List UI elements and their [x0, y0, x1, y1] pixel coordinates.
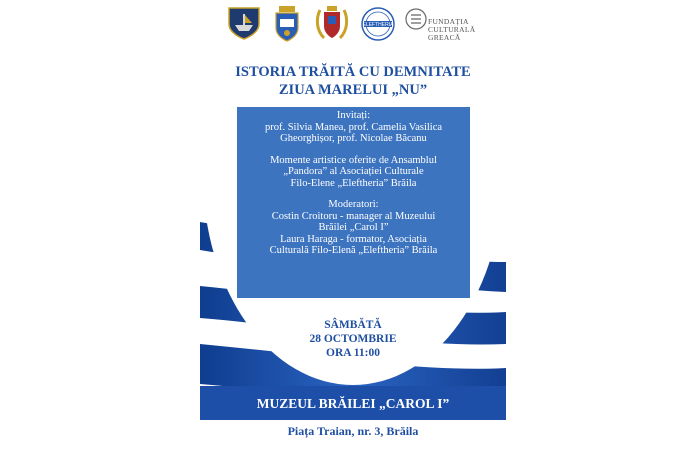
program-info-box [237, 107, 470, 298]
event-day: SÂMBĂTĂ [324, 319, 382, 331]
invited-line: prof. Silvia Manea, prof. Camelia Vasilica [264, 121, 443, 133]
ship-crest-icon [227, 6, 261, 40]
moderator-line: Laura Haraga - formator, Asociația [280, 233, 427, 245]
greek-foundation-name: FUNDAȚIA CULTURALĂ GREACĂ [428, 17, 476, 42]
moderator-line: Culturală Filo-Elenă „Eleftheria” Brăila [269, 245, 438, 256]
invited-line: Gheorghișor, prof. Nicolae Băcanu [280, 133, 427, 144]
sponsor-logos [200, 6, 506, 48]
moderator-line: Brăilei „Carol I” [318, 222, 389, 233]
venue-name: MUZEUL BRĂILEI „CAROL I” [256, 396, 450, 411]
event-title-line-2: ZIUA MARELUI „NU” [278, 82, 428, 98]
museum-crest-icon [314, 6, 350, 42]
event-date: 28 OCTOMBRIE [309, 333, 397, 345]
artistic-line: Momente artistice oferite de Ansamblul [270, 154, 437, 166]
venue-address: Piața Traian, nr. 3, Brăila [287, 424, 419, 438]
event-time: ORA 11:00 [326, 347, 380, 359]
moderator-line: Costin Croitoru - manager al Muzeului [271, 210, 436, 222]
invited-heading: Invitați: [336, 110, 371, 121]
event-poster [200, 0, 506, 450]
event-title-line-1: ISTORIA TRĂITĂ CU DEMNITATE [235, 64, 471, 80]
eleftheria-logo-icon [359, 6, 397, 42]
greek-foundation-logo-icon [405, 6, 427, 32]
svg-text:ELEFTHERIA: ELEFTHERIA [362, 22, 394, 28]
moderators-heading: Moderatori: [328, 199, 379, 210]
artistic-line: „Pandora” al Asociației Culturale [283, 166, 424, 177]
braila-crest-icon [275, 6, 299, 42]
artistic-line: Filo-Elene „Eleftheria” Brăila [290, 177, 417, 189]
